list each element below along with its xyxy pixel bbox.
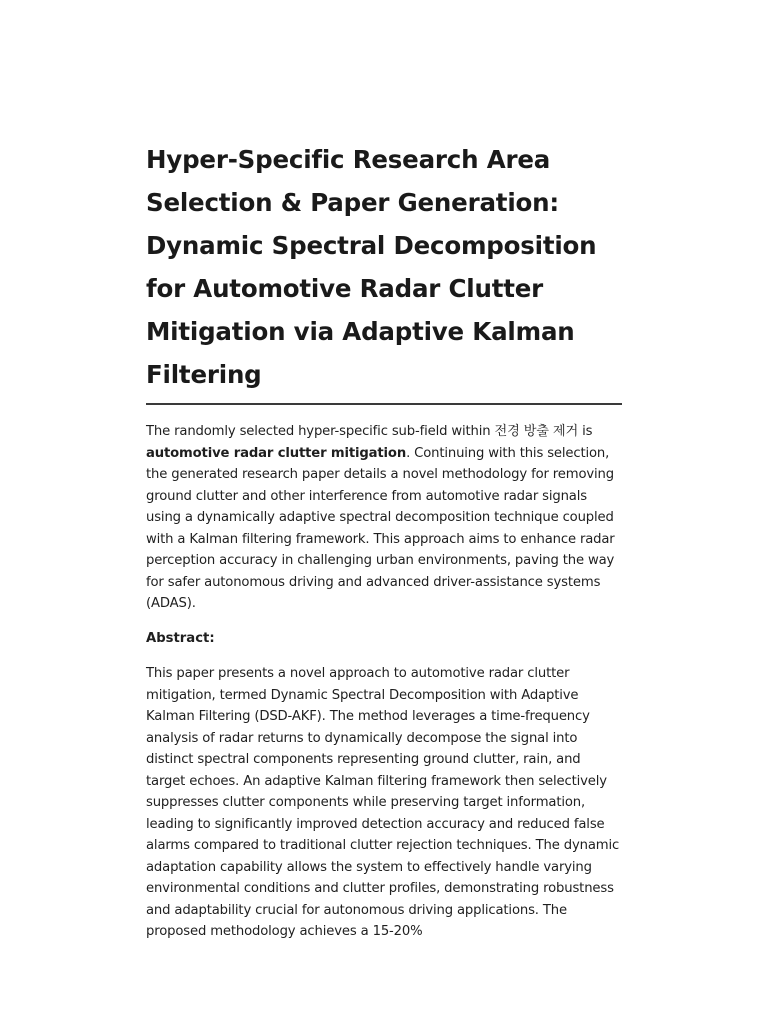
document-page [146,138,622,943]
intro-paragraph [146,421,622,615]
page-title: Hyper-Specific Research Area Selection & Paper Generation: Dynamic Spectral Decomposition for Automotive Radar Clutter Mitigation via Adaptive Kalman Filtering [146,145,597,389]
intro-text-start: The randomly selected hyper-specific sub-field within 전경 방출 제거 is [146,424,593,439]
intro-bold-term: automotive radar clutter mitigation [146,445,407,461]
title-divider [146,403,622,405]
intro-text-end: . Continuing with this selection, the generated research paper details a novel methodology for removing ground clutter and other interference from automotive radar signals using a dynamically adaptive spectral decomposition technique coupled with a Kalman filtering framework. This approach aims to enhance radar perception accuracy in challenging urban environments, paving the way for safer autonomous driving and advanced driver-assistance systems (ADAS). [146,445,615,611]
abstract-heading: Abstract: [146,630,215,646]
abstract-paragraph: This paper presents a novel approach to automotive radar clutter mitigation, termed Dynamic Spectral Decomposition with Adaptive Kalman Filtering (DSD-AKF). The method leverages a time-frequency analysis of radar returns to dynamically decompose the signal into distinct spectral components representing ground clutter, rain, and target echoes. An adaptive Kalman filtering framework then selectively suppresses clutter components while preserving target information, leading to significantly improved detection accuracy and reduced false alarms compared to traditional clutter rejection techniques. The dynamic adaptation capability allows the system to effectively handle varying environmental conditions and clutter profiles, demonstrating robustness and adaptability crucial for autonomous driving applications. The proposed methodology achieves a 15-20% [146,666,620,939]
